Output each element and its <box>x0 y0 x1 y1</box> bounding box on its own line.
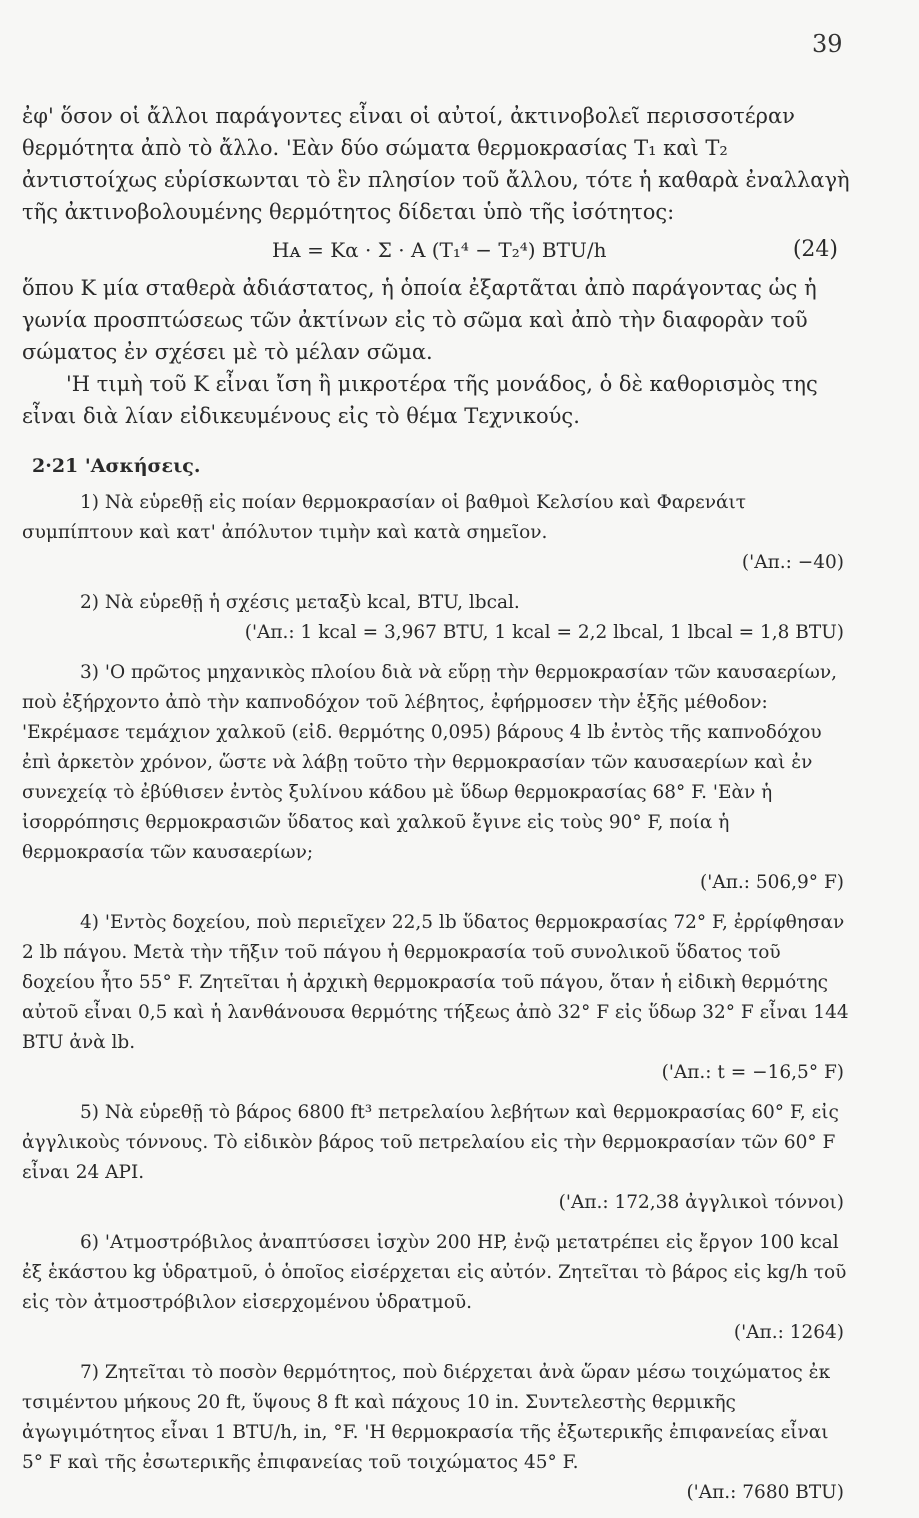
exercise-text: 1) Νὰ εὑρεθῇ εἰς ποίαν θερμοκρασίαν οἱ βαθμοὶ Κελσίου καὶ Φαρενάιτ συμπίπτουν καὶ κατ' ἀπόλυτον τιμὴν καὶ κατὰ σημεῖον. <box>22 492 746 543</box>
exercise-answer: ('Απ.: t = −16,5° F) <box>661 1062 844 1083</box>
exercise-answer: ('Απ.: 172,38 ἀγγλικοὶ τόννοι) <box>558 1192 844 1213</box>
exercise-text: 7) Ζητεῖται τὸ ποσὸν θερμότητος, ποὺ διέρχεται ἀνὰ ὥραν μέσω τοιχώματος ἐκ τσιμέντου μήκους 20 ft, ὕψους 8 ft καὶ πάχους 10 in. Συντελεστὴς θερμικῆς ἀγωγιμότητος εἶναι 1 BTU/h, in, °F. 'Η θερμοκρασία τῆς ἐξωτερικῆς ἐπιφανείας εἶναι 5° F καὶ τῆς ἐσωτερικῆς ἐπιφανείας τοῦ τοιχώματος 45° F. <box>22 1362 831 1473</box>
exercise-text: 5) Νὰ εὑρεθῇ τὸ βάρος 6800 ft³ πετρελαίου λεβήτων καὶ θερμοκρασίας 60° F, εἰς ἀγγλικοὺς τόννους. Τὸ εἰδικὸν βάρος τοῦ πετρελαίου εἰς τὴν θερμοκρασίαν τῶν 60° F εἶναι 24 API. <box>22 1102 839 1183</box>
exercise-answer: ('Απ.: 1 kcal = 3,967 BTU, 1 kcal = 2,2 lbcal, 1 lbcal = 1,8 BTU) <box>244 622 844 643</box>
exercise-text: 3) 'Ο πρῶτος μηχανικὸς πλοίου διὰ νὰ εὕρῃ τὴν θερμοκρασίαν τῶν καυσαερίων, ποὺ ἐξήρχοντο ἀπὸ τὴν καπνοδόχον τοῦ λέβητος, ἐφήρμοσεν τὴν ἑξῆς μέθοδον: 'Εκρέμασε τεμάχιον χαλκοῦ (εἰδ. θερμότης 0,095) βάρους 4 lb ἐντὸς τῆς καπνοδόχου ἐπὶ ἀρκετὸν χρόνον, ὥστε νὰ λάβῃ τοῦτο τὴν θερμοκρασίαν τῶν καυσαερίων καὶ ἐν συνεχείᾳ τὸ ἐβύθισεν ἐντὸς ξυλίνου κάδου μὲ ὕδωρ θερμοκρασίας 68° F. 'Εὰν ἡ ἰσορρόπησις θερμοκρασιῶν ὕδατος καὶ χαλκοῦ ἔγινε εἰς τοὺς 90° F, ποία ἡ θερμοκρασία τῶν καυσαερίων; <box>22 662 838 863</box>
exercise-answer: ('Απ.: 506,9° F) <box>700 872 844 893</box>
exercise-7 <box>22 1358 852 1508</box>
exercise-5 <box>22 1098 852 1218</box>
exercise-text: 4) 'Εντὸς δοχείου, ποὺ περιεῖχεν 22,5 lb ὕδατος θερμοκρασίας 72° F, ἐρρίφθησαν 2 lb πάγου. Μετὰ τὴν τῆξιν τοῦ πάγου ἡ θερμοκρασία τοῦ συνολικοῦ ὕδατος τοῦ δοχείου ἦτο 55° F. Ζητεῖται ἡ ἀρχικὴ θερμοκρασία τοῦ πάγου, ὅταν ἡ εἰδικὴ θερμότης αὐτοῦ εἶναι 0,5 καὶ ἡ λανθάνουσα θερμότης τήξεως ἀπὸ 32° F εἰς ὕδωρ 32° F εἶναι 144 BTU ἀνὰ lb. <box>22 912 849 1053</box>
exercise-text: 6) 'Ατμοστρόβιλος ἀναπτύσσει ἰσχὺν 200 HP, ἐνῷ μετατρέπει εἰς ἔργον 100 kcal ἐξ ἑκάστου kg ὑδρατμοῦ, ὁ ὁποῖος εἰσέρχεται εἰς αὐτόν. Ζητεῖται τὸ βάρος εἰς kg/h τοῦ εἰς τὸν ἀτμοστρόβιλον εἰσερχομένου ὑδρατμοῦ. <box>22 1232 847 1313</box>
exercise-answer: ('Απ.: 7680 BTU) <box>686 1482 844 1503</box>
exercise-1 <box>22 488 852 578</box>
paragraph-2: ὅπου K μία σταθερὰ ἀδιάστατος, ἡ ὁποία ἐξαρτᾶται ἀπὸ παράγοντας ὡς ἡ γωνία προσπτώσεως τῶν ἀκτίνων εἰς τὸ σῶμα καὶ ἀπὸ τὴν διαφορὰν τοῦ σώματος ἐν σχέσει μὲ τὸ μέλαν σῶμα. <box>22 276 817 364</box>
exercise-6 <box>22 1228 852 1348</box>
paragraph-3: 'Η τιμὴ τοῦ K εἶναι ἴση ἢ μικροτέρα τῆς μονάδος, ὁ δὲ καθορισμὸς της εἶναι διὰ λίαν εἰδικευμένους εἰς τὸ θέμα Τεχνικούς. <box>22 372 818 428</box>
exercise-4 <box>22 908 852 1088</box>
equation-formula: Hᴀ = Kα · Σ · A (T₁⁴ − T₂⁴) BTU/h <box>272 238 607 262</box>
section-title: 2·21 'Ασκήσεις. <box>32 455 201 477</box>
exercise-answer: ('Απ.: −40) <box>741 552 844 573</box>
exercise-2 <box>22 588 852 648</box>
paragraph-1: ἐφ' ὅσον οἱ ἄλλοι παράγοντες εἶναι οἱ αὐτοί, ἀκτινοβολεῖ περισσοτέραν θερμότητα ἀπὸ τὸ ἄλλο. 'Εὰν δύο σώματα θερμοκρασίας T₁ καὶ T₂ ἀντιστοίχως εὑρίσκωνται τὸ ἓν πλησίον τοῦ ἄλλου, τότε ἡ καθαρὰ ἐναλλαγὴ τῆς ἀκτινοβολουμένης θερμότητος δίδεται ὑπὸ τῆς ἰσότητος: <box>22 104 850 224</box>
equation-number: (24) <box>792 237 838 262</box>
page-body <box>22 100 852 1518</box>
page-number: 39 <box>812 30 843 58</box>
exercise-3 <box>22 658 852 898</box>
equation-24 <box>22 230 852 270</box>
exercise-answer: ('Απ.: 1264) <box>733 1322 844 1343</box>
exercise-text: 2) Νὰ εὑρεθῇ ἡ σχέσις μεταξὺ kcal, BTU, lbcal. <box>80 592 520 613</box>
